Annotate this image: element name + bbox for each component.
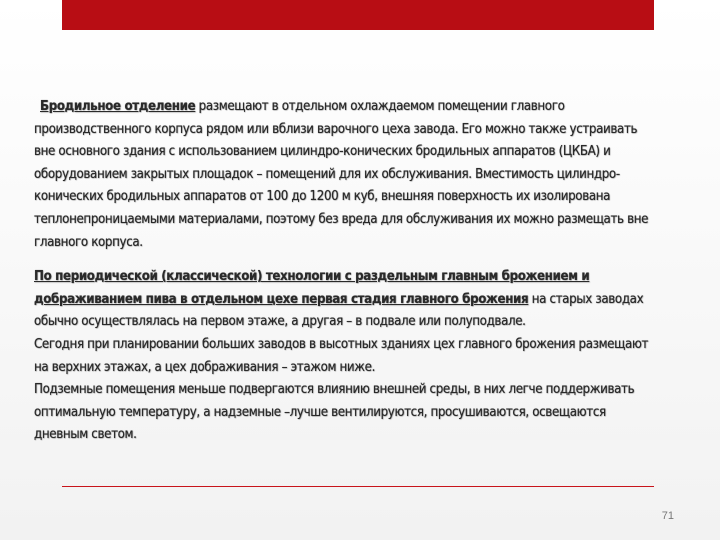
paragraph-text: на старых заводах обычно осуществлялась на первом этаже, а другая – в подвале или полуподвале. [34,291,644,330]
paragraph-text: размещают в отдельном охлаждаемом помещении главного производственного корпуса рядом или вблизи варочного цеха завода. Его можно также устраивать вне основного здания с использованием цилиндро-конических бродильных аппаратов (ЦКБА) и оборудованием закрытых площадок – помещений для их обслуживания. Вместимость цилиндро-конических бродильных аппаратов от 100 до 1200 м куб, внешняя поверхность их изолирована теплонепроницаемыми материалами, поэтому без вреда для обслуживания их можно размещать вне главного корпуса. [34,99,649,250]
paragraph-underground-rooms: Подземные помещения меньше подвергаются влиянию внешней среды, в них легче поддерживать оптимальную температуру, а надземные –лучше вентилируются, просушиваются, освещаются дневным светом. [34,382,635,443]
title-bar [62,0,654,30]
page-number: 71 [661,510,674,522]
paragraph-fermentation-department [34,96,654,254]
term-fermentation-department: Бродильное отделение [40,99,196,114]
paragraph-modern-plants: Сегодня при планировании больших заводов в высотных зданиях цех главного брожения размещают на верхних этажах, а цех дображивания – этажом ниже. [34,336,649,375]
footer-divider [62,486,654,487]
slide-body [34,96,654,447]
term-periodic-technology: По периодической (классической) технологии с раздельным главным брожением и дображиванием пива в отдельном цехе первая стадия главного брожения [34,269,590,307]
paragraph-periodic-technology [34,266,654,334]
